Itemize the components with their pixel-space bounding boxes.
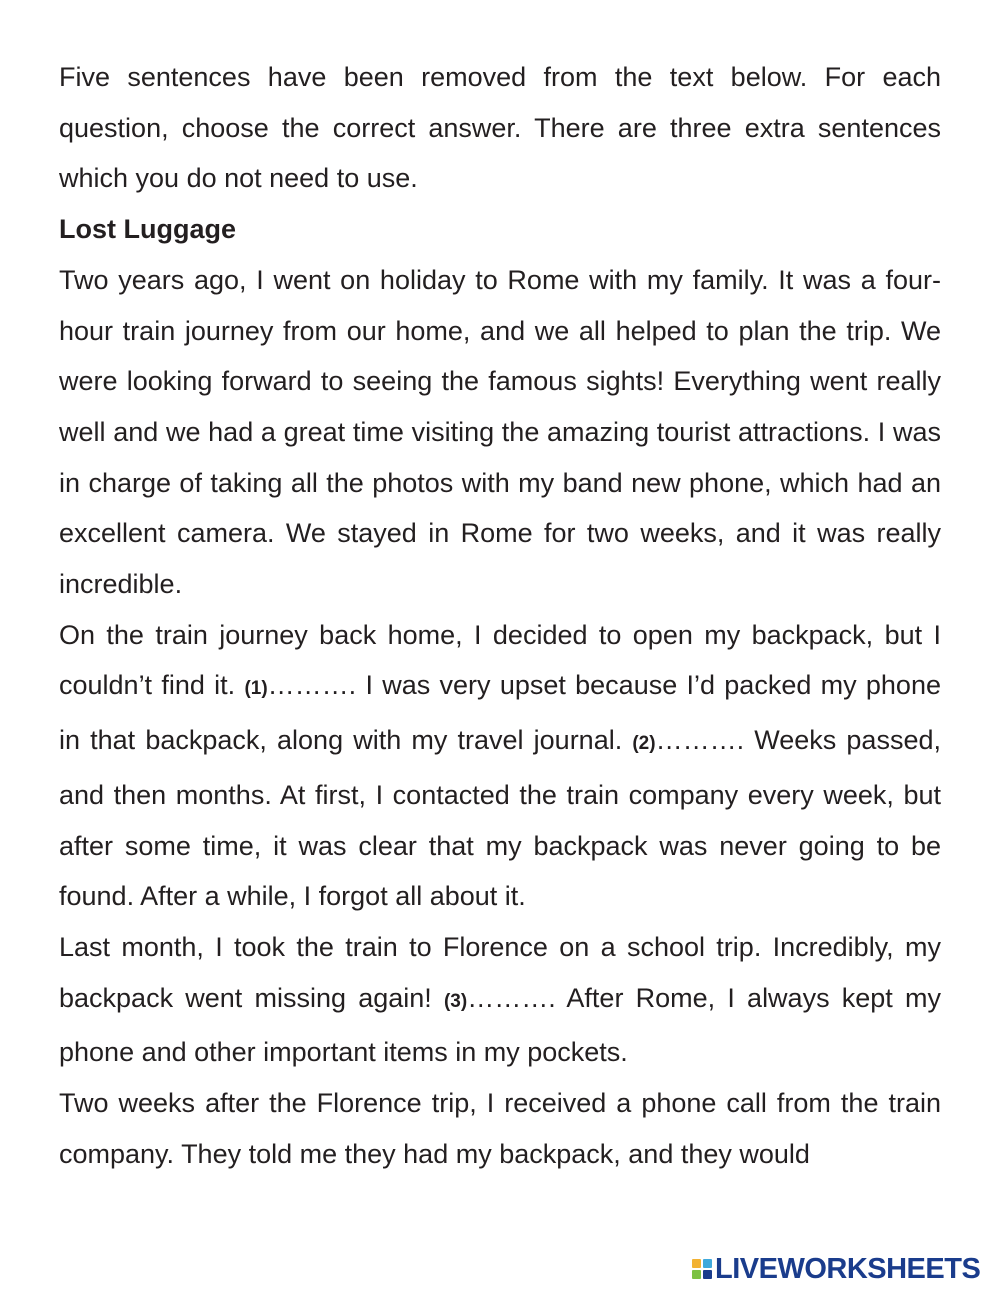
paragraph-2-part-b: I was very upset because I’d packed my phone in that backpack, along with my travel journal.: [59, 670, 941, 756]
paragraph-2: [59, 610, 941, 922]
gap-2-dots: ……….: [655, 725, 745, 756]
logo-tile-4: [703, 1270, 712, 1279]
paragraph-4: Two weeks after the Florence trip, I received a phone call from the train company. They told me they had my backpack, and they would: [59, 1088, 941, 1169]
paragraph-1: Two years ago, I went on holiday to Rome with my family. It was a four-hour train journey from our home, and we all helped to plan the trip. We were looking forward to seeing the famous sights! Everything went really well and we had a great time visiting the amazing tourist attractions. I was in charge of taking all the photos with my band new phone, which had an excellent camera. We stayed in Rome for two weeks, and it was really incredible.: [59, 264, 941, 600]
instructions: Five sentences have been removed from the text below. For each question, choose the correct answer. There are three extra sentences which you do not need to use.: [59, 62, 941, 194]
paragraph-3-part-b: After Rome, I always kept my phone and other important items in my pockets.: [59, 982, 941, 1068]
logo-mark-icon: [692, 1259, 712, 1279]
logo-text: LIVEWORKSHEETS: [715, 1252, 981, 1285]
gap-3-dots: ……….: [467, 982, 556, 1013]
paragraph-3-part-a: Last month, I took the train to Florence on a school trip. Incredibly, my backpack went missing again!: [59, 931, 941, 1013]
gap-3-number: (3): [443, 990, 468, 1012]
gap-1-number: (1): [244, 678, 268, 700]
gap-2-number: (2): [632, 733, 656, 755]
paragraph-2-part-a: On the train journey back home, I decided to open my backpack, but I couldn’t find it.: [59, 619, 941, 701]
gap-1-dots: ……….: [267, 670, 357, 701]
worksheet-page: [59, 52, 941, 1179]
text-title: Lost Luggage: [59, 214, 236, 245]
paragraph-2-part-c: Weeks passed, and then months. At first, I contacted the train company every week, but after some time, it was clear that my backpack was never going to be found. After a while, I forgot all about it.: [59, 725, 941, 912]
gap-3[interactable]: [444, 983, 556, 1013]
gap-2[interactable]: [632, 725, 744, 755]
logo-tile-2: [703, 1259, 712, 1268]
gap-1[interactable]: [244, 670, 356, 700]
logo-tile-3: [692, 1270, 701, 1279]
liveworksheets-logo: [692, 1254, 980, 1284]
logo-tile-1: [692, 1259, 701, 1268]
paragraph-3: [59, 922, 941, 1078]
